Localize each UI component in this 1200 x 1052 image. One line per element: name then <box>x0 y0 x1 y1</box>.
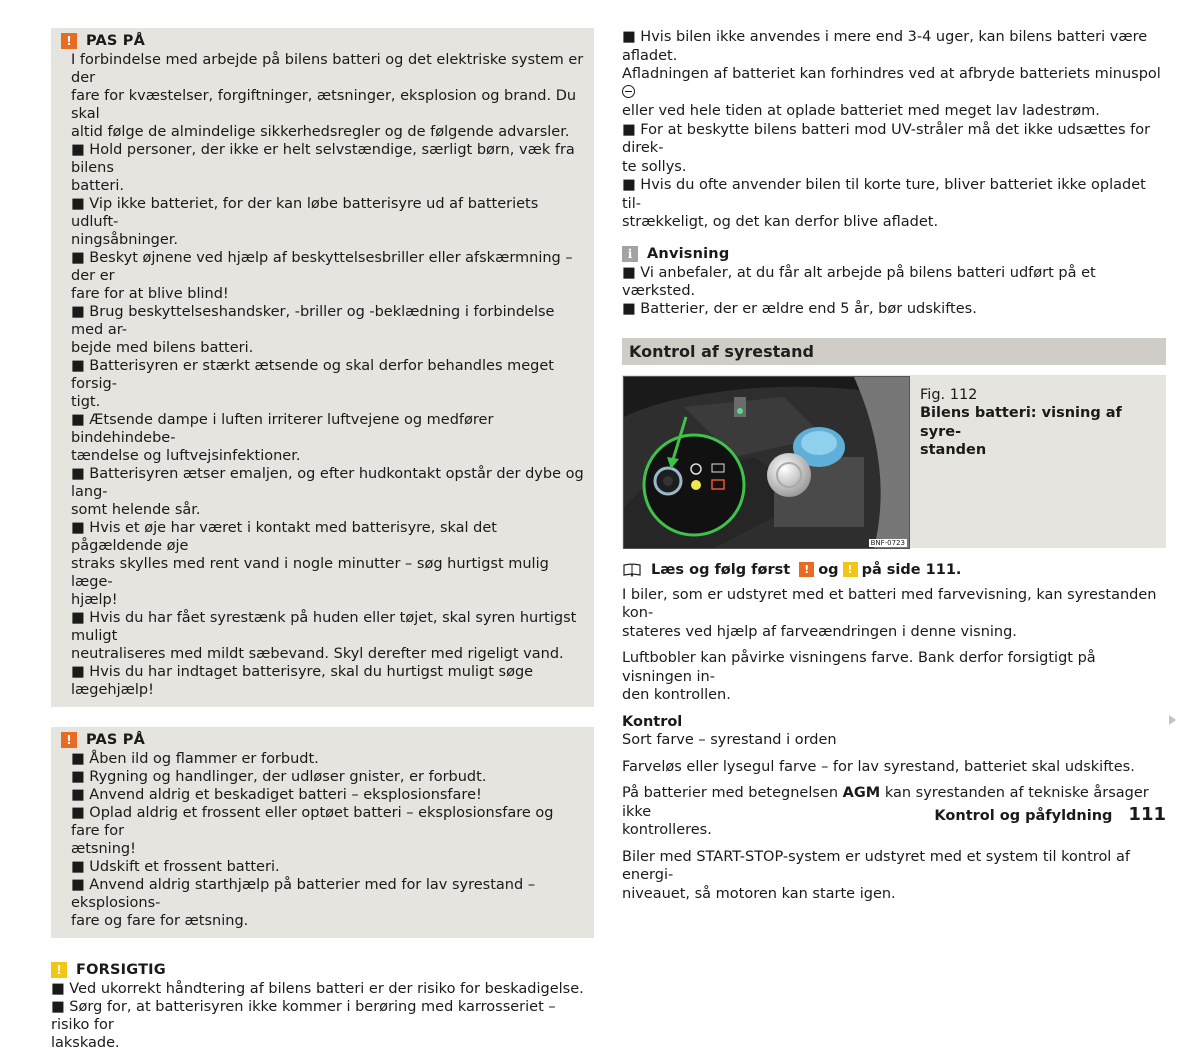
caution-block <box>51 960 594 1052</box>
text-line: batteri. <box>71 178 124 194</box>
text-segment: På batterier med betegnelsen <box>622 785 843 801</box>
figure-caption <box>920 386 1155 460</box>
text-line: ■ Rygning og handlinger, der udløser gnister, er forbudt. <box>71 769 487 785</box>
text-line: ■ Vip ikke batteriet, for der kan løbe batterisyre ud af batteriets udluft- <box>71 196 539 230</box>
page-footer <box>934 804 1166 825</box>
reference-text: og <box>818 561 839 578</box>
continue-arrow-icon <box>1169 715 1176 725</box>
list-item <box>71 411 586 465</box>
list-item <box>71 465 586 519</box>
body-paragraph <box>622 586 1166 642</box>
text-line: ■ Udskift et frossent batteri. <box>71 859 280 875</box>
text-line: straks skylles med rent vand i nogle minutter – søg hurtigst mulig læge- <box>71 556 549 590</box>
cross-reference <box>622 562 1166 578</box>
text-line: Luftbobler kan påvirke visningens farve. Bank derfor forsigtigt på visningen in- <box>622 650 1096 685</box>
caution-exclamation-icon: ! <box>843 562 858 577</box>
left-column <box>51 28 594 1052</box>
figure-112 <box>622 375 1166 548</box>
text-line: ■ Hvis du ofte anvender bilen til korte ture, bliver batteriet ikke opladet til- <box>622 177 1146 212</box>
figure-label: Fig. 112 <box>920 386 978 403</box>
text-line: den kontrollen. <box>622 687 731 703</box>
list-item <box>51 980 594 998</box>
list-item <box>71 876 586 930</box>
figure-code: BNF-0723 <box>870 538 905 547</box>
body-paragraph: Farveløs eller lysegul farve – for lav syrestand, batteriet skal udskiftes. <box>622 758 1135 775</box>
list-item <box>71 750 586 768</box>
text-line: ■ For at beskytte bilens batteri mod UV-stråler må det ikke udsættes for direk- <box>622 121 1151 156</box>
text-line: Sort farve – syrestand i orden <box>622 732 837 748</box>
text-line: stateres ved hjælp af farveændringen i denne visning. <box>622 623 1017 640</box>
text-line: ■ Batterisyren er stærkt ætsende og skal derfor behandles meget forsig- <box>71 358 554 392</box>
text-line: bejde med bilens batteri. <box>71 340 254 356</box>
warning-exclamation-icon: ! <box>61 732 77 748</box>
text-line: fare for at blive blind! <box>71 286 229 302</box>
reference-text: Læs og følg først <box>651 561 791 578</box>
list-item <box>71 141 586 195</box>
text-line: ■ Ætsende dampe i luften irriterer luftvejene og medfører bindehindebe- <box>71 412 494 446</box>
note-header <box>622 244 1166 264</box>
text-line: ■ Hvis et øje har været i kontakt med batterisyre, skal det pågældende øje <box>71 520 497 554</box>
text-line: neutraliseres med mildt sæbevand. Skyl derefter med rigeligt vand. <box>71 646 564 662</box>
list-item <box>71 858 586 876</box>
section-heading: Kontrol af syrestand <box>622 338 1166 365</box>
warning-box-danger-1 <box>51 28 594 707</box>
text-line: somt helende sår. <box>71 502 201 518</box>
list-item <box>71 357 586 411</box>
warning-title: PAS PÅ <box>86 732 146 748</box>
warning-intro <box>71 51 586 141</box>
page-reference-link[interactable]: på side 111. <box>861 561 962 578</box>
text-line: niveauet, så motoren kan starte igen. <box>622 885 896 902</box>
list-item <box>71 804 586 858</box>
text-line: te sollys. <box>622 158 687 175</box>
text-line: lakskade. <box>51 1035 120 1051</box>
text-line: ætsning! <box>71 841 136 857</box>
text-line: Bilens batteri: visning af syre- <box>920 405 1122 440</box>
note-title: Anvisning <box>647 245 730 262</box>
body-paragraph <box>622 649 1166 705</box>
caution-exclamation-icon: ! <box>51 962 67 978</box>
text-line: ■ Hvis du har indtaget batterisyre, skal du hurtigst muligt søge lægehjælp! <box>71 664 534 698</box>
text-line: kontrolleres. <box>622 822 712 838</box>
tip-paragraph <box>622 121 1166 177</box>
text-line: standen <box>920 442 987 458</box>
text-line: ■ Brug beskyttelseshandsker, -briller og -beklædning i forbindelse med ar- <box>71 304 555 338</box>
list-item <box>51 998 594 1052</box>
warning-exclamation-icon: ! <box>799 562 814 577</box>
list-item <box>71 249 586 303</box>
agm-term: AGM <box>842 785 881 801</box>
text-segment: kan syrestanden af tekniske årsager ikke <box>622 785 1149 820</box>
warning-box-danger-2 <box>51 727 594 938</box>
text-line: Afladningen af batteriet kan forhindres ved at afbryde batteriets minuspol <box>622 66 1161 82</box>
text-line: tændelse og luftvejsinfektioner. <box>71 448 301 464</box>
text-line: ningsåbninger. <box>71 232 179 248</box>
note-item: ■ Vi anbefaler, at du får alt arbejde på bilens batteri udført på et værksted. <box>622 264 1096 299</box>
text-line: ■ Beskyt øjnene ved hjælp af beskyttelsesbriller eller afskærmning – der er <box>71 250 573 284</box>
figure-description <box>920 404 1155 460</box>
note-item: ■ Batterier, der er ældre end 5 år, bør udskiftes. <box>622 300 977 317</box>
text-line: hjælp! <box>71 592 118 608</box>
text-line: altid følge de almindelige sikkerhedsregler og de følgende advarsler. <box>71 124 570 140</box>
text-line: ■ Oplad aldrig et frossent eller optøet batteri – eksplosionsfare og fare for <box>71 805 554 839</box>
list-item <box>71 519 586 609</box>
list-item <box>71 786 586 804</box>
list-item <box>71 609 586 663</box>
warning-body <box>61 51 586 699</box>
text-line: I forbindelse med arbejde på bilens batteri og det elektriske system er der <box>71 52 584 86</box>
warning-title: PAS PÅ <box>86 33 146 49</box>
text-line: eller ved hele tiden at oplade batteriet med meget lav ladestrøm. <box>622 103 1100 119</box>
text-line: ■ Hold personer, der ikke er helt selvstændige, særligt børn, væk fra bilens <box>71 142 575 176</box>
text-line: ■ Åben ild og flammer er forbudt. <box>71 751 319 767</box>
battery-tips <box>622 28 1166 232</box>
caution-title: FORSIGTIG <box>76 962 166 978</box>
minus-pole-icon <box>622 85 635 98</box>
list-item <box>71 663 586 699</box>
warning-list <box>61 750 586 930</box>
list-item <box>71 195 586 249</box>
text-line: ■ Batterisyren ætser emaljen, og efter hudkontakt opstår der dybe og lang- <box>71 466 584 500</box>
page-number: 111 <box>1128 804 1166 825</box>
text-line: fare og fare for ætsning. <box>71 913 249 929</box>
text-line: ■ Hvis bilen ikke anvendes i mere end 3-4 uger, kan bilens batteri være afladet. <box>622 29 1148 64</box>
text-line: fare for kvæstelser, forgiftninger, ætsninger, eksplosion og brand. Du skal <box>71 88 577 122</box>
kontrol-block <box>622 713 1166 750</box>
note-list <box>622 264 1166 318</box>
warning-header <box>61 730 586 750</box>
caution-header <box>51 960 594 980</box>
text-line: ■ Ved ukorrekt håndtering af bilens batteri er der risiko for beskadigelse. <box>51 981 584 997</box>
note-block <box>622 244 1166 318</box>
text-line: ■ Hvis du har fået syrestænk på huden eller tøjet, skal syren hurtigst muligt <box>71 610 577 644</box>
list-item <box>71 303 586 357</box>
caution-list <box>51 980 594 1052</box>
info-icon: i <box>622 246 638 262</box>
warning-list <box>71 141 586 699</box>
battery-photo-illustration <box>623 376 910 549</box>
chapter-title: Kontrol og påfyldning <box>934 808 1113 824</box>
text-line: tigt. <box>71 394 101 410</box>
tip-paragraph <box>622 28 1166 121</box>
text-line: Biler med START-STOP-system er udstyret med et system til kontrol af energi- <box>622 848 1130 883</box>
subheading: Kontrol <box>622 713 683 730</box>
tip-paragraph <box>622 176 1166 232</box>
text-line: ■ Anvend aldrig et beskadiget batteri – eksplosionsfare! <box>71 787 482 803</box>
text-line: strækkeligt, og det kan derfor blive afladet. <box>622 214 939 230</box>
book-icon <box>623 563 641 577</box>
list-item <box>71 768 586 786</box>
text-line: ■ Anvend aldrig starthjælp på batterier med for lav syrestand – eksplosions- <box>71 877 536 911</box>
warning-header <box>61 31 586 51</box>
text-line: ■ Sørg for, at batterisyren ikke kommer i berøring med karrosseriet – risiko for <box>51 999 556 1033</box>
warning-exclamation-icon: ! <box>61 33 77 49</box>
body-paragraph <box>622 848 1166 904</box>
right-column <box>622 28 1166 903</box>
engine-bay-illustration <box>624 377 909 548</box>
text-line: I biler, som er udstyret med et batteri med farvevisning, kan syrestanden kon- <box>622 586 1157 621</box>
